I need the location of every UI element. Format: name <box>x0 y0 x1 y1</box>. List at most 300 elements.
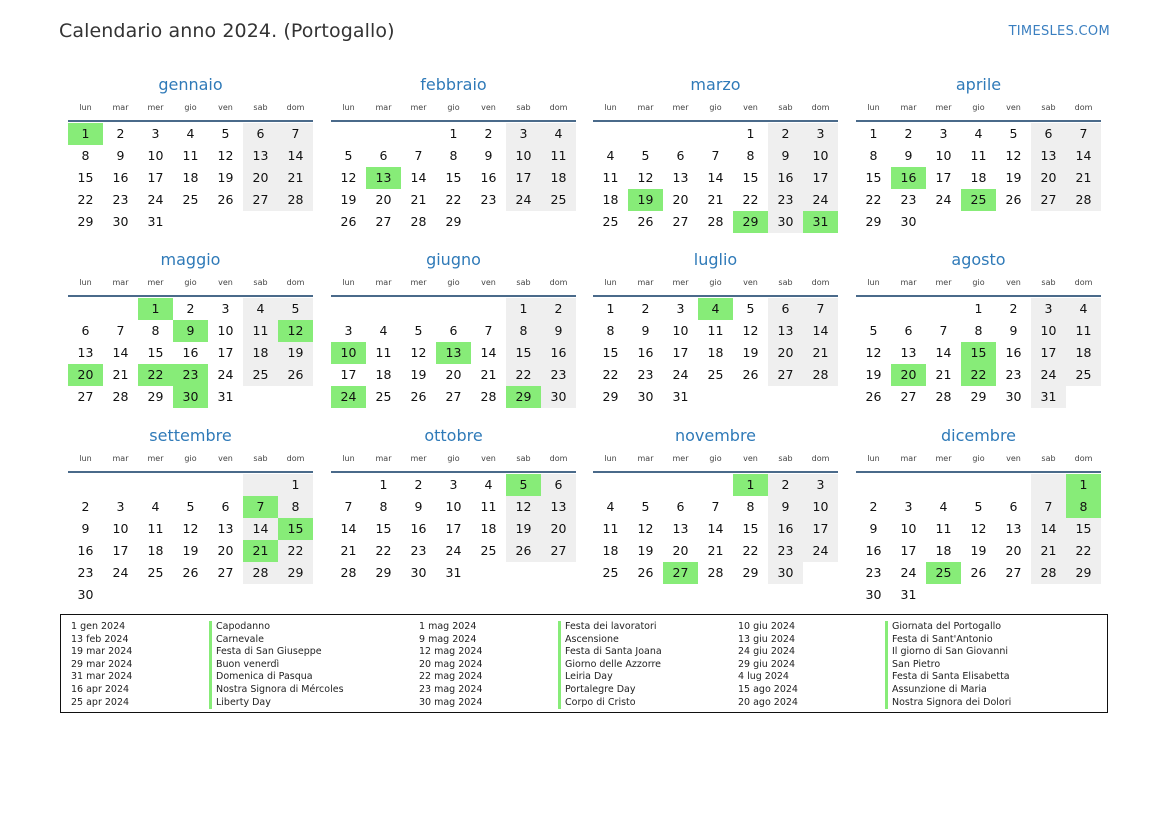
day-cell: 7 <box>939 323 948 338</box>
month-aprile <box>856 74 1101 233</box>
weekday-header <box>68 275 313 297</box>
weekday-label: sab <box>516 103 531 112</box>
day-cell: 23 <box>541 364 576 386</box>
empty-day-cell <box>103 298 138 320</box>
day-cell: 5 <box>278 298 313 320</box>
weekday-label: mer <box>147 454 164 463</box>
day-cell: 16 <box>541 342 576 364</box>
weekday-label: gio <box>972 278 985 287</box>
weekday-label: ven <box>1006 103 1021 112</box>
empty-day-cell <box>471 298 506 320</box>
legend-date: 10 giu 2024 <box>738 621 795 632</box>
day-cell: 24 <box>900 565 917 580</box>
holiday-day-cell: 22 <box>961 364 996 386</box>
empty-day-cell <box>366 123 401 145</box>
legend-holiday-name: Festa dei lavoratori <box>558 621 662 634</box>
day-cell: 24 <box>506 189 541 211</box>
day-cell: 15 <box>742 521 759 536</box>
weekday-label: ven <box>218 103 233 112</box>
day-cell: 6 <box>768 298 803 320</box>
holiday-day-cell: 31 <box>803 211 838 233</box>
day-cell: 13 <box>768 320 803 342</box>
day-grid <box>593 298 838 408</box>
day-cell: 4 <box>379 323 388 338</box>
day-cell: 18 <box>970 170 987 185</box>
legend-holiday-name: Ascensione <box>558 634 662 647</box>
day-cell: 8 <box>151 323 160 338</box>
day-cell: 20 <box>541 518 576 540</box>
day-grid <box>68 298 313 408</box>
legend-date: 30 mag 2024 <box>419 696 483 708</box>
day-cell: 10 <box>506 145 541 167</box>
empty-day-cell <box>103 474 138 496</box>
day-cell: 13 <box>217 521 234 536</box>
day-cell: 6 <box>904 323 913 338</box>
day-cell: 19 <box>970 543 987 558</box>
legend-holiday-name: Il giorno di San Giovanni <box>885 646 1011 659</box>
day-cell: 4 <box>243 298 278 320</box>
day-cell: 14 <box>410 170 427 185</box>
day-cell: 10 <box>112 521 129 536</box>
legend-holiday-name: San Pietro <box>885 659 1011 672</box>
day-cell: 20 <box>445 367 462 382</box>
weekday-label: dom <box>549 454 568 463</box>
day-cell: 10 <box>217 323 234 338</box>
weekday-label: sab <box>1041 103 1056 112</box>
day-cell: 11 <box>182 148 199 163</box>
holiday-day-cell: 25 <box>961 189 996 211</box>
day-cell: 24 <box>147 192 164 207</box>
day-cell: 23 <box>112 192 129 207</box>
month-febbraio <box>331 74 576 233</box>
weekday-label: gio <box>184 278 197 287</box>
empty-day-cell <box>628 123 663 145</box>
month-name: gennaio <box>158 75 223 94</box>
day-cell: 25 <box>243 364 278 386</box>
weekday-label: lun <box>867 103 880 112</box>
day-cell: 2 <box>484 126 493 141</box>
day-cell: 5 <box>221 126 230 141</box>
empty-day-cell <box>68 474 103 496</box>
day-cell: 1 <box>506 298 541 320</box>
legend-date: 9 mag 2024 <box>419 633 477 645</box>
weekday-label: dom <box>811 103 830 112</box>
day-cell: 27 <box>375 214 392 229</box>
day-cell: 4 <box>606 499 615 514</box>
day-cell: 8 <box>974 323 983 338</box>
day-cell: 12 <box>340 170 357 185</box>
day-cell: 26 <box>1005 192 1022 207</box>
holiday-day-cell: 1 <box>733 474 768 496</box>
month-name: marzo <box>690 75 741 94</box>
day-cell: 21 <box>803 342 838 364</box>
day-cell: 22 <box>602 367 619 382</box>
day-cell: 18 <box>1066 342 1101 364</box>
day-cell: 14 <box>707 521 724 536</box>
legend-holiday-name: Festa di Sant'Antonio <box>885 634 1011 647</box>
legend-date: 13 giu 2024 <box>738 633 795 645</box>
day-cell: 19 <box>278 342 313 364</box>
day-cell: 11 <box>147 521 164 536</box>
weekday-label: ven <box>481 103 496 112</box>
day-cell: 13 <box>672 521 689 536</box>
day-cell: 19 <box>506 518 541 540</box>
weekday-label: sab <box>778 103 793 112</box>
day-cell: 5 <box>746 301 755 316</box>
day-cell: 9 <box>414 499 423 514</box>
day-cell: 11 <box>243 320 278 342</box>
day-cell: 17 <box>803 518 838 540</box>
day-cell: 13 <box>541 496 576 518</box>
day-cell: 5 <box>186 499 195 514</box>
day-cell: 17 <box>803 167 838 189</box>
legend-date: 16 apr 2024 <box>71 683 130 695</box>
day-cell: 30 <box>1005 389 1022 404</box>
empty-day-cell <box>401 123 436 145</box>
day-cell: 16 <box>182 345 199 360</box>
day-cell: 2 <box>116 126 125 141</box>
day-cell: 21 <box>278 167 313 189</box>
day-cell: 11 <box>602 521 619 536</box>
day-cell: 7 <box>484 323 493 338</box>
day-cell: 2 <box>904 126 913 141</box>
day-cell: 22 <box>445 192 462 207</box>
day-cell: 31 <box>1031 386 1066 408</box>
day-cell: 1 <box>278 474 313 496</box>
month-dicembre <box>856 425 1101 606</box>
weekday-label: mer <box>935 103 952 112</box>
day-cell: 27 <box>243 189 278 211</box>
legend-date: 31 mar 2024 <box>71 671 133 683</box>
legend-holiday-name: Liberty Day <box>209 697 344 710</box>
empty-day-cell <box>208 474 243 496</box>
day-cell: 29 <box>1066 562 1101 584</box>
weekday-label: mer <box>935 454 952 463</box>
weekday-label: gio <box>709 454 722 463</box>
legend-date: 20 mag 2024 <box>419 658 483 670</box>
legend-dates-col1 <box>71 621 132 709</box>
month-name: aprile <box>955 75 1002 94</box>
legend-date: 1 mag 2024 <box>419 621 477 632</box>
day-cell: 26 <box>637 565 654 580</box>
weekday-label: mar <box>637 278 654 287</box>
day-cell: 18 <box>375 367 392 382</box>
weekday-label: ven <box>743 454 758 463</box>
day-cell: 19 <box>865 367 882 382</box>
weekday-label: mer <box>672 454 689 463</box>
day-cell: 14 <box>340 521 357 536</box>
empty-day-cell <box>961 474 996 496</box>
day-cell: 26 <box>506 540 541 562</box>
day-cell: 6 <box>676 148 685 163</box>
holiday-day-cell: 13 <box>436 342 471 364</box>
brand-link[interactable]: TIMESLES.COM <box>1008 24 1110 39</box>
weekday-label: ven <box>218 278 233 287</box>
day-cell: 12 <box>217 148 234 163</box>
weekday-label: mer <box>672 278 689 287</box>
legend-date: 15 ago 2024 <box>738 683 798 695</box>
month-marzo <box>593 74 838 233</box>
weekday-header <box>331 100 576 122</box>
weekday-label: sab <box>516 278 531 287</box>
weekday-label: mar <box>112 278 129 287</box>
day-cell: 9 <box>81 521 90 536</box>
day-cell: 11 <box>480 499 497 514</box>
day-cell: 30 <box>410 565 427 580</box>
day-cell: 30 <box>865 587 882 602</box>
month-name: ottobre <box>424 426 483 445</box>
holiday-day-cell: 5 <box>506 474 541 496</box>
day-cell: 15 <box>742 170 759 185</box>
day-cell: 20 <box>768 342 803 364</box>
legend-date: 12 mag 2024 <box>419 646 483 658</box>
day-cell: 27 <box>900 389 917 404</box>
day-cell: 6 <box>243 123 278 145</box>
holiday-day-cell: 16 <box>891 167 926 189</box>
day-cell: 12 <box>865 345 882 360</box>
day-cell: 25 <box>147 565 164 580</box>
day-cell: 23 <box>900 192 917 207</box>
day-cell: 16 <box>865 543 882 558</box>
day-cell: 29 <box>742 565 759 580</box>
day-cell: 7 <box>711 499 720 514</box>
day-cell: 2 <box>414 477 423 492</box>
weekday-label: gio <box>709 278 722 287</box>
day-cell: 28 <box>243 562 278 584</box>
holiday-day-cell: 15 <box>961 342 996 364</box>
month-luglio <box>593 249 838 408</box>
month-maggio <box>68 249 313 408</box>
day-cell: 4 <box>186 126 195 141</box>
day-cell: 11 <box>602 170 619 185</box>
weekday-label: gio <box>709 103 722 112</box>
day-cell: 20 <box>1031 167 1066 189</box>
day-cell: 14 <box>803 320 838 342</box>
day-cell: 17 <box>217 345 234 360</box>
month-ottobre <box>331 425 576 584</box>
day-cell: 30 <box>768 562 803 584</box>
day-cell: 9 <box>541 320 576 342</box>
day-cell: 28 <box>340 565 357 580</box>
weekday-label: mer <box>410 103 427 112</box>
day-cell: 21 <box>112 367 129 382</box>
weekday-label: dom <box>549 103 568 112</box>
day-cell: 17 <box>112 543 129 558</box>
day-cell: 19 <box>742 345 759 360</box>
day-cell: 24 <box>935 192 952 207</box>
month-name: settembre <box>149 426 232 445</box>
legend-holiday-name: Festa di Santa Elisabetta <box>885 671 1011 684</box>
empty-day-cell <box>891 474 926 496</box>
legend-names-col2 <box>558 621 662 709</box>
day-cell: 7 <box>344 499 353 514</box>
day-cell: 16 <box>637 345 654 360</box>
day-cell: 11 <box>541 145 576 167</box>
day-cell: 7 <box>278 123 313 145</box>
weekday-label: dom <box>286 103 305 112</box>
weekday-label: mar <box>900 454 917 463</box>
empty-day-cell <box>926 474 961 496</box>
weekday-label: mar <box>112 103 129 112</box>
day-cell: 2 <box>186 301 195 316</box>
weekday-header <box>593 451 838 473</box>
day-cell: 3 <box>1031 298 1066 320</box>
holiday-day-cell: 12 <box>278 320 313 342</box>
weekday-label: lun <box>79 278 92 287</box>
weekday-label: sab <box>253 103 268 112</box>
legend-holiday-name: Leiria Day <box>558 671 662 684</box>
legend-date: 25 apr 2024 <box>71 696 130 708</box>
day-cell: 29 <box>865 214 882 229</box>
day-cell: 25 <box>602 214 619 229</box>
day-grid <box>856 474 1101 606</box>
legend-holiday-name: Corpo di Cristo <box>558 697 662 710</box>
day-cell: 12 <box>970 521 987 536</box>
day-cell: 6 <box>541 474 576 496</box>
day-cell: 8 <box>278 496 313 518</box>
day-cell: 24 <box>445 543 462 558</box>
day-cell: 8 <box>606 323 615 338</box>
day-cell: 10 <box>803 496 838 518</box>
day-cell: 22 <box>506 364 541 386</box>
weekday-label: lun <box>342 454 355 463</box>
day-cell: 6 <box>449 323 458 338</box>
day-cell: 23 <box>77 565 94 580</box>
day-cell: 16 <box>768 167 803 189</box>
day-cell: 27 <box>672 214 689 229</box>
day-cell: 12 <box>637 170 654 185</box>
day-cell: 15 <box>865 170 882 185</box>
day-cell: 14 <box>707 170 724 185</box>
holiday-day-cell: 20 <box>68 364 103 386</box>
weekday-label: sab <box>516 454 531 463</box>
day-cell: 6 <box>1009 499 1018 514</box>
day-cell: 17 <box>147 170 164 185</box>
day-cell: 7 <box>116 323 125 338</box>
day-cell: 10 <box>445 499 462 514</box>
empty-day-cell <box>856 474 891 496</box>
day-cell: 7 <box>711 148 720 163</box>
day-cell: 1 <box>869 126 878 141</box>
day-cell: 22 <box>278 540 313 562</box>
day-cell: 27 <box>768 364 803 386</box>
legend-holiday-name: Assunzione di Maria <box>885 684 1011 697</box>
day-cell: 20 <box>375 192 392 207</box>
day-cell: 30 <box>637 389 654 404</box>
weekday-label: mer <box>672 103 689 112</box>
legend-date: 24 giu 2024 <box>738 646 795 658</box>
day-cell: 9 <box>904 148 913 163</box>
legend-names-col1 <box>209 621 344 709</box>
day-grid <box>856 123 1101 233</box>
day-cell: 19 <box>217 170 234 185</box>
day-cell: 18 <box>147 543 164 558</box>
empty-day-cell <box>331 474 366 496</box>
day-cell: 3 <box>151 126 160 141</box>
day-cell: 12 <box>637 521 654 536</box>
weekday-header <box>68 451 313 473</box>
day-cell: 2 <box>541 298 576 320</box>
day-cell: 21 <box>1031 540 1066 562</box>
day-grid <box>331 123 576 233</box>
day-cell: 1 <box>449 126 458 141</box>
legend-date: 29 mar 2024 <box>71 658 133 670</box>
empty-day-cell <box>698 123 733 145</box>
day-cell: 24 <box>112 565 129 580</box>
day-cell: 3 <box>939 126 948 141</box>
weekday-label: dom <box>1074 454 1093 463</box>
holiday-day-cell: 8 <box>1066 496 1101 518</box>
weekday-label: lun <box>79 103 92 112</box>
day-cell: 6 <box>1031 123 1066 145</box>
day-cell: 21 <box>707 192 724 207</box>
month-settembre <box>68 425 313 606</box>
day-cell: 20 <box>672 543 689 558</box>
weekday-label: sab <box>253 278 268 287</box>
legend-holiday-name: Giornata del Portogallo <box>885 621 1011 634</box>
day-cell: 10 <box>1031 320 1066 342</box>
holiday-day-cell: 4 <box>698 298 733 320</box>
day-cell: 9 <box>768 145 803 167</box>
day-cell: 20 <box>672 192 689 207</box>
day-cell: 2 <box>641 301 650 316</box>
weekday-label: dom <box>811 454 830 463</box>
weekday-label: dom <box>811 278 830 287</box>
empty-day-cell <box>926 298 961 320</box>
day-cell: 6 <box>379 148 388 163</box>
day-cell: 9 <box>869 521 878 536</box>
day-cell: 26 <box>865 389 882 404</box>
day-cell: 3 <box>449 477 458 492</box>
empty-day-cell <box>891 298 926 320</box>
day-cell: 26 <box>340 214 357 229</box>
day-cell: 14 <box>1066 145 1101 167</box>
day-cell: 1 <box>606 301 615 316</box>
legend-date: 4 lug 2024 <box>738 671 789 683</box>
weekday-label: gio <box>972 103 985 112</box>
day-cell: 22 <box>742 192 759 207</box>
day-cell: 14 <box>935 345 952 360</box>
weekday-label: mar <box>637 454 654 463</box>
day-cell: 10 <box>900 521 917 536</box>
day-cell: 4 <box>484 477 493 492</box>
legend-holiday-name: Festa di San Giuseppe <box>209 646 344 659</box>
day-cell: 23 <box>637 367 654 382</box>
legend-holiday-name: Giorno delle Azzorre <box>558 659 662 672</box>
day-cell: 29 <box>602 389 619 404</box>
weekday-label: dom <box>1074 278 1093 287</box>
day-cell: 3 <box>904 499 913 514</box>
legend-date: 23 mag 2024 <box>419 683 483 695</box>
day-cell: 24 <box>672 367 689 382</box>
day-cell: 28 <box>935 389 952 404</box>
legend-date: 22 mag 2024 <box>419 671 483 683</box>
month-novembre <box>593 425 838 584</box>
day-cell: 16 <box>1005 345 1022 360</box>
holiday-day-cell: 21 <box>243 540 278 562</box>
day-cell: 26 <box>410 389 427 404</box>
day-cell: 8 <box>746 148 755 163</box>
day-cell: 8 <box>869 148 878 163</box>
empty-day-cell <box>856 298 891 320</box>
empty-day-cell <box>996 474 1031 496</box>
day-cell: 13 <box>1031 145 1066 167</box>
day-cell: 11 <box>935 521 952 536</box>
weekday-label: mar <box>637 103 654 112</box>
weekday-header <box>593 275 838 297</box>
day-cell: 23 <box>768 540 803 562</box>
day-cell: 30 <box>77 587 94 602</box>
